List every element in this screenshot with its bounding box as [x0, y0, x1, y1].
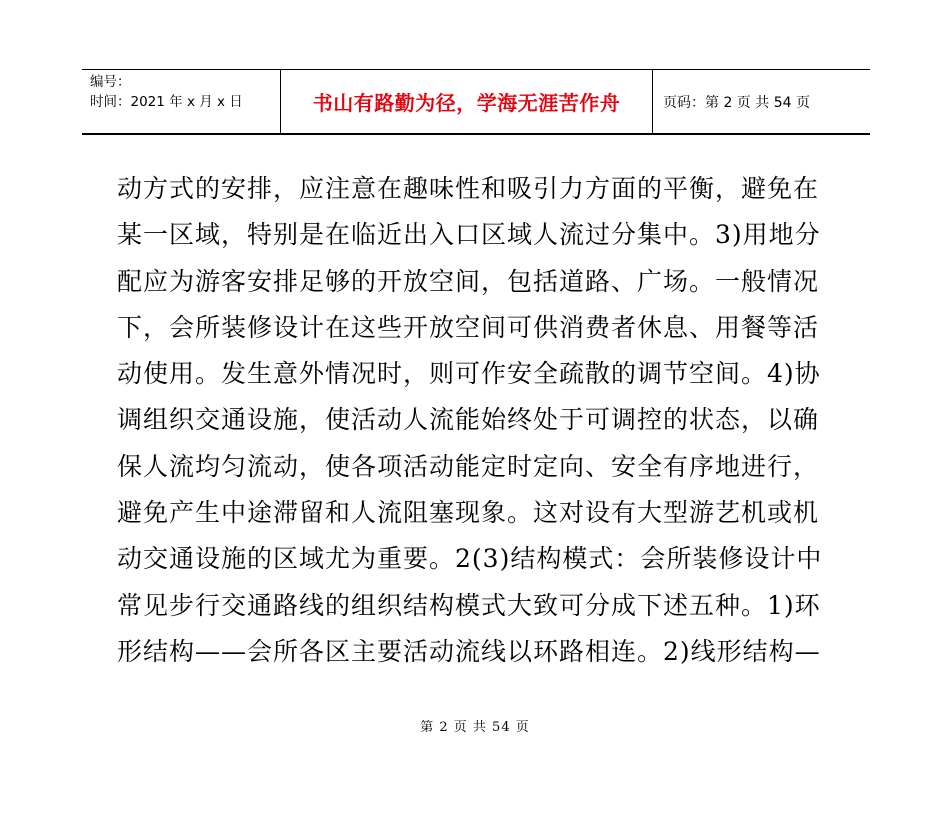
text-line: 形结构——会所各区主要活动流线以环路相连。2)线形结构—: [117, 636, 821, 666]
page-footer: 第 2 页 共 54 页: [420, 720, 530, 735]
text-line: 避免产生中途滞留和人流阻塞现象。这对设有大型游艺机或机: [117, 498, 820, 528]
text-line: 保人流均匀流动，使各项活动能定时定向、安全有序地进行，: [117, 451, 820, 481]
header-meta-cell: [82, 70, 281, 133]
text-line: 动交通设施的区域尤为重要。2(3)结构模式：会所装修设计中: [117, 544, 823, 574]
body-text: [117, 166, 837, 675]
document-time-label: 时间：2021 年 x 月 x 日: [90, 94, 243, 110]
header-page-info: 页码：第 2 页 共 54 页: [663, 94, 810, 111]
text-line: 常见步行交通路线的组织结构模式大致可分成下述五种。1)环: [117, 590, 821, 620]
header-motto: 书山有路勤为径，学海无涯苦作舟: [281, 70, 653, 133]
text-line: 调组织交通设施，使活动人流能始终处于可调控的状态，以确: [117, 405, 820, 435]
document-number-label: 编号：: [90, 74, 131, 90]
text-line: 某一区域，特别是在临近出入口区域人流过分集中。3)用地分: [117, 220, 821, 250]
text-line: 动方式的安排，应注意在趣味性和吸引力方面的平衡，避免在: [117, 174, 820, 203]
page-header: [82, 69, 870, 135]
text-line: 配应为游客安排足够的开放空间，包括道路、广场。一般情况: [117, 266, 820, 296]
text-line: 动使用。发生意外情况时，则可作安全疏散的调节空间。4)协: [117, 359, 821, 389]
text-line: 下，会所装修设计在这些开放空间可供消费者休息、用餐等活: [117, 312, 820, 342]
